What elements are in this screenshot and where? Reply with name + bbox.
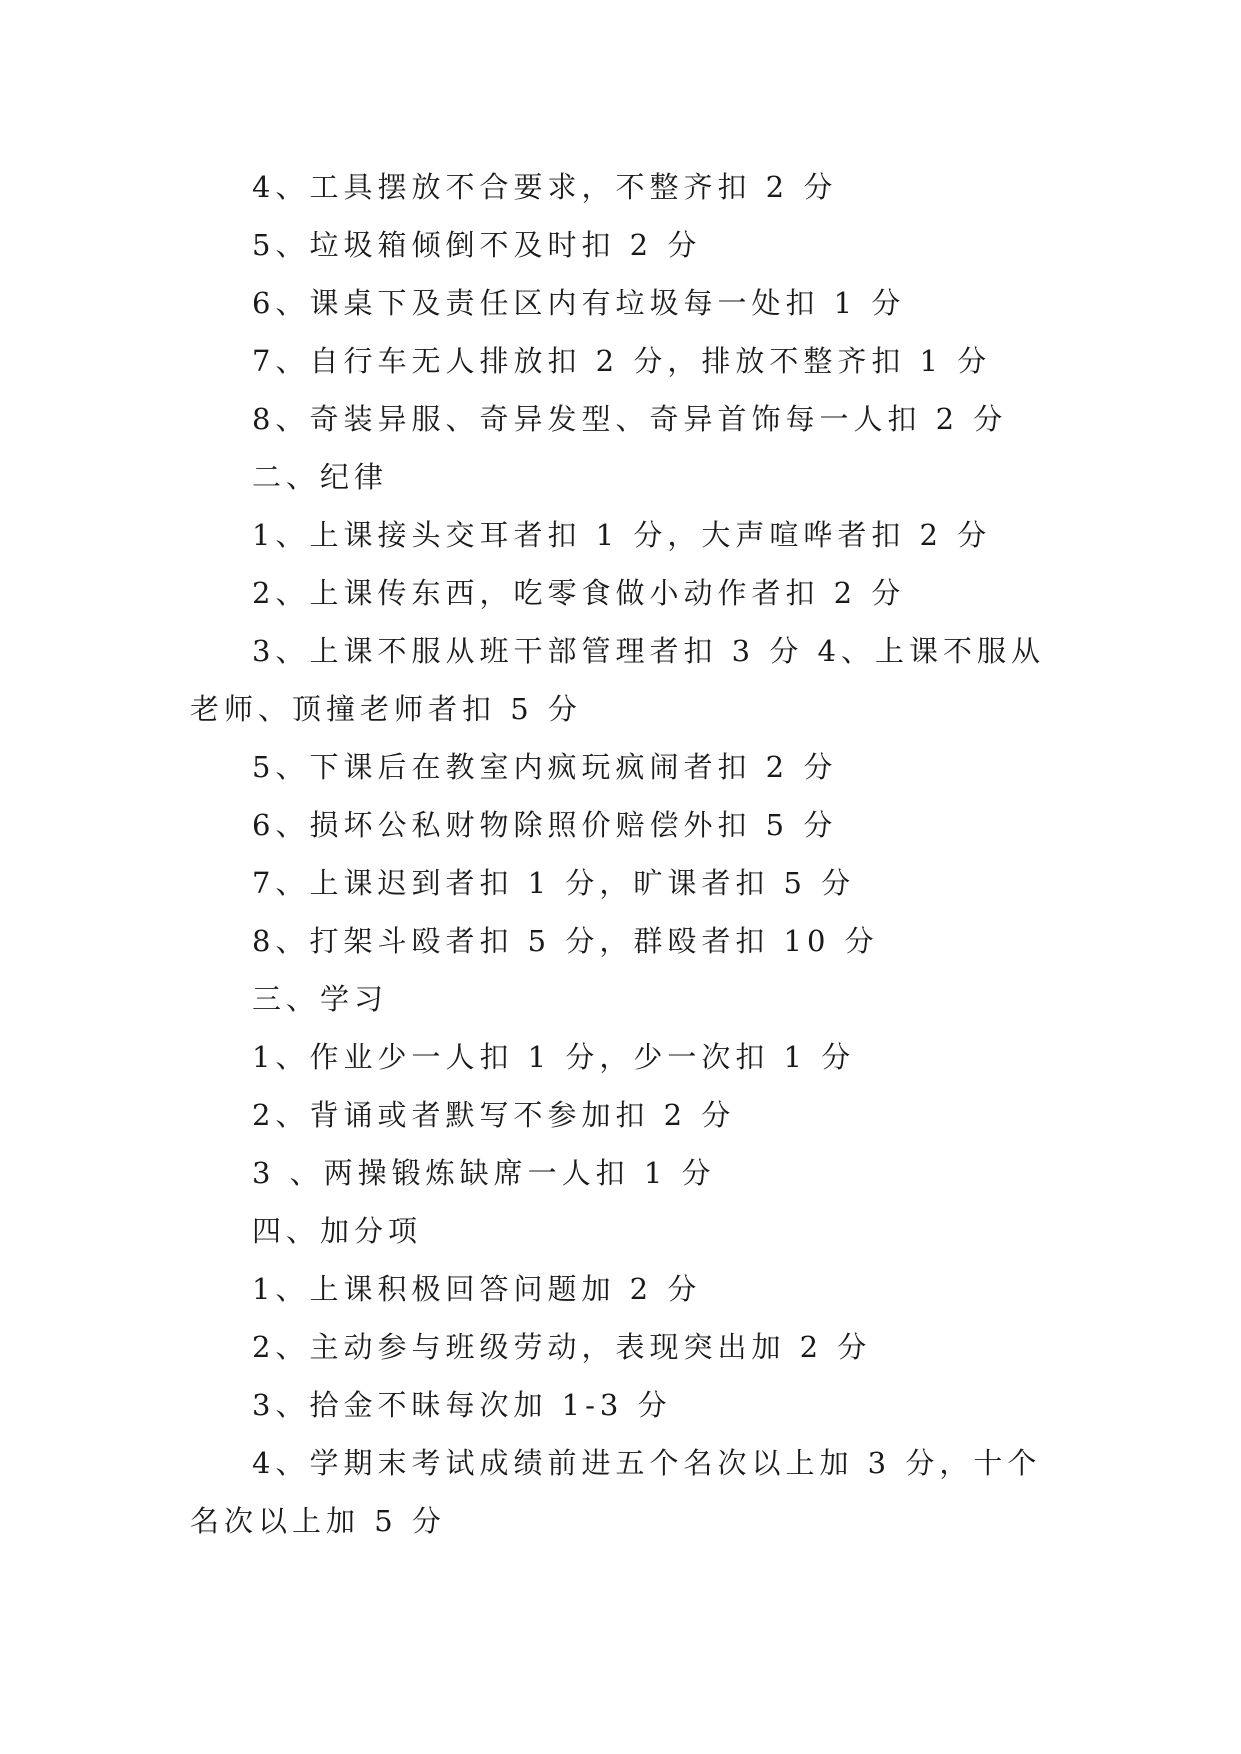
list-item-tools: 4、工具摆放不合要求，不整齐扣 2 分 <box>252 170 838 204</box>
list-item-recitation: 2、背诵或者默写不参加扣 2 分 <box>252 1098 736 1132</box>
list-item-passing-snacks: 2、上课传东西，吃零食做小动作者扣 2 分 <box>252 576 906 610</box>
list-item-horseplay: 5、下课后在教室内疯玩疯闹者扣 2 分 <box>252 750 838 784</box>
list-item-honesty: 3、拾金不昧每次加 1-3 分 <box>252 1388 672 1422</box>
section-heading-bonus: 四、加分项 <box>252 1214 423 1248</box>
list-item-trash-bin: 5、垃圾箱倾倒不及时扣 2 分 <box>252 228 702 262</box>
document-body <box>190 158 1050 1550</box>
list-item-fighting: 8、打架斗殴者扣 5 分，群殴者扣 10 分 <box>252 924 879 958</box>
list-item-homework: 1、作业少一人扣 1 分，少一次扣 1 分 <box>252 1040 856 1074</box>
list-item-whispering: 1、上课接头交耳者扣 1 分，大声喧哗者扣 2 分 <box>252 518 992 552</box>
list-item-lateness: 7、上课迟到者扣 1 分，旷课者扣 5 分 <box>252 866 856 900</box>
list-item-desk-garbage: 6、课桌下及责任区内有垃圾每一处扣 1 分 <box>252 286 906 320</box>
list-item-dress-code: 8、奇装异服、奇异发型、奇异首饰每一人扣 2 分 <box>252 402 1008 436</box>
list-item-property-damage: 6、损坏公私财物除照价赔偿外扣 5 分 <box>252 808 838 842</box>
section-heading-discipline: 二、纪律 <box>252 460 389 494</box>
list-item-labor: 2、主动参与班级劳动，表现突出加 2 分 <box>252 1330 872 1364</box>
list-item-answering: 1、上课积极回答问题加 2 分 <box>252 1272 702 1306</box>
list-item-exercise: 3 、两操锻炼缺席一人扣 1 分 <box>252 1156 716 1190</box>
list-item-disobey: 3、上课不服从班干部管理者扣 3 分 4、上课不服从老师、顶撞老师者扣 5 分 <box>190 634 1046 726</box>
section-heading-study: 三、学习 <box>252 982 389 1016</box>
list-item-bicycle: 7、自行车无人排放扣 2 分，排放不整齐扣 1 分 <box>252 344 992 378</box>
list-item-exam-progress: 4、学期末考试成绩前进五个名次以上加 3 分，十个名次以上加 5 分 <box>190 1446 1042 1538</box>
